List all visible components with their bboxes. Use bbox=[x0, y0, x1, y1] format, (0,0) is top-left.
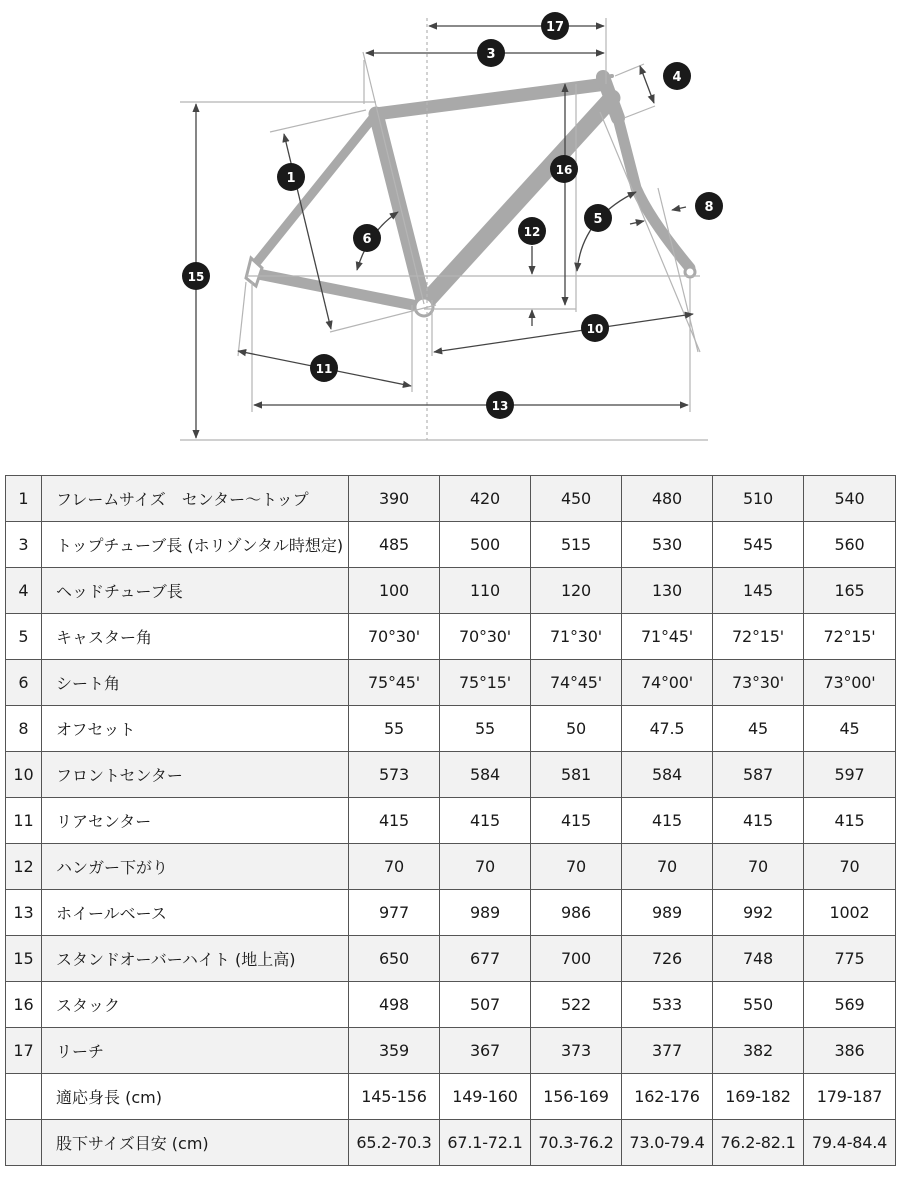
row-number: 5 bbox=[6, 614, 42, 660]
dim-10-arrow bbox=[434, 314, 693, 352]
size-value: 377 bbox=[622, 1028, 713, 1074]
marker-6 bbox=[353, 224, 381, 252]
size-value: 373 bbox=[531, 1028, 622, 1074]
size-value: 386 bbox=[804, 1028, 896, 1074]
row-number: 13 bbox=[6, 890, 42, 936]
size-value: 415 bbox=[713, 798, 804, 844]
size-value: 73.0-79.4 bbox=[622, 1120, 713, 1166]
size-value: 382 bbox=[713, 1028, 804, 1074]
size-value: 75°45' bbox=[349, 660, 440, 706]
size-value: 79.4-84.4 bbox=[804, 1120, 896, 1166]
svg-text:5: 5 bbox=[593, 212, 603, 227]
size-value: 522 bbox=[531, 982, 622, 1028]
size-value: 584 bbox=[622, 752, 713, 798]
row-number bbox=[6, 1074, 42, 1120]
table-row bbox=[6, 614, 896, 660]
size-value: 581 bbox=[531, 752, 622, 798]
dim-4-arrow bbox=[640, 66, 654, 103]
size-value: 70 bbox=[531, 844, 622, 890]
size-value: 70 bbox=[349, 844, 440, 890]
svg-text:13: 13 bbox=[491, 399, 509, 413]
table-row bbox=[6, 706, 896, 752]
table-row bbox=[6, 982, 896, 1028]
svg-text:11: 11 bbox=[315, 362, 333, 376]
size-value: 480 bbox=[622, 476, 713, 522]
dim-5-arc bbox=[577, 192, 636, 271]
row-label: トップチューブ長 (ホリゾンタル時想定) bbox=[42, 522, 349, 568]
size-value: 989 bbox=[440, 890, 531, 936]
marker-5 bbox=[584, 204, 612, 232]
size-value: 45 bbox=[713, 706, 804, 752]
size-value: 992 bbox=[713, 890, 804, 936]
size-value: 775 bbox=[804, 936, 896, 982]
size-value: 70°30' bbox=[349, 614, 440, 660]
size-value: 120 bbox=[531, 568, 622, 614]
row-label: ハンガー下がり bbox=[42, 844, 349, 890]
geometry-table bbox=[5, 475, 896, 1166]
size-value: 989 bbox=[622, 890, 713, 936]
marker-4 bbox=[663, 62, 691, 90]
marker-15 bbox=[182, 262, 210, 290]
row-number: 16 bbox=[6, 982, 42, 1028]
size-value: 367 bbox=[440, 1028, 531, 1074]
reference-lines bbox=[180, 18, 708, 440]
row-number: 8 bbox=[6, 706, 42, 752]
table-row bbox=[6, 1120, 896, 1166]
size-value: 650 bbox=[349, 936, 440, 982]
marker-10 bbox=[581, 314, 609, 342]
table-row bbox=[6, 752, 896, 798]
marker-11 bbox=[310, 354, 338, 382]
marker-16 bbox=[550, 155, 578, 183]
row-label: スタンドオーバーハイト (地上高) bbox=[42, 936, 349, 982]
svg-text:3: 3 bbox=[486, 47, 496, 62]
svg-text:8: 8 bbox=[704, 200, 714, 215]
table-row bbox=[6, 1074, 896, 1120]
size-value: 560 bbox=[804, 522, 896, 568]
row-number: 6 bbox=[6, 660, 42, 706]
row-label: オフセット bbox=[42, 706, 349, 752]
svg-text:4: 4 bbox=[672, 70, 682, 85]
size-value: 67.1-72.1 bbox=[440, 1120, 531, 1166]
row-label: ホイールベース bbox=[42, 890, 349, 936]
size-value: 50 bbox=[531, 706, 622, 752]
top-tube bbox=[376, 84, 606, 114]
size-value: 533 bbox=[622, 982, 713, 1028]
size-value: 145-156 bbox=[349, 1074, 440, 1120]
size-value: 1002 bbox=[804, 890, 896, 936]
dimension-arrows bbox=[196, 26, 693, 438]
size-value: 977 bbox=[349, 890, 440, 936]
table-row bbox=[6, 936, 896, 982]
size-value: 47.5 bbox=[622, 706, 713, 752]
frame-geometry-diagram bbox=[0, 0, 900, 470]
row-label: 適応身長 (cm) bbox=[42, 1074, 349, 1120]
svg-text:6: 6 bbox=[362, 232, 372, 247]
size-value: 55 bbox=[349, 706, 440, 752]
marker-13 bbox=[486, 391, 514, 419]
size-value: 510 bbox=[713, 476, 804, 522]
row-label: 股下サイズ目安 (cm) bbox=[42, 1120, 349, 1166]
size-value: 573 bbox=[349, 752, 440, 798]
row-number: 11 bbox=[6, 798, 42, 844]
size-value: 70.3-76.2 bbox=[531, 1120, 622, 1166]
row-label: シート角 bbox=[42, 660, 349, 706]
size-value: 162-176 bbox=[622, 1074, 713, 1120]
size-value: 986 bbox=[531, 890, 622, 936]
headset-cap bbox=[598, 76, 612, 78]
size-value: 677 bbox=[440, 936, 531, 982]
down-tube bbox=[424, 98, 612, 304]
size-value: 597 bbox=[804, 752, 896, 798]
size-value: 71°45' bbox=[622, 614, 713, 660]
size-value: 73°00' bbox=[804, 660, 896, 706]
size-value: 74°45' bbox=[531, 660, 622, 706]
size-value: 72°15' bbox=[713, 614, 804, 660]
size-value: 74°00' bbox=[622, 660, 713, 706]
geometry-table-body bbox=[6, 476, 896, 1166]
size-value: 420 bbox=[440, 476, 531, 522]
table-row bbox=[6, 1028, 896, 1074]
size-value: 55 bbox=[440, 706, 531, 752]
size-value: 545 bbox=[713, 522, 804, 568]
svg-text:12: 12 bbox=[523, 225, 541, 239]
size-value: 110 bbox=[440, 568, 531, 614]
row-number: 1 bbox=[6, 476, 42, 522]
size-value: 145 bbox=[713, 568, 804, 614]
size-value: 748 bbox=[713, 936, 804, 982]
size-value: 130 bbox=[622, 568, 713, 614]
table-row bbox=[6, 660, 896, 706]
row-label: フロントセンター bbox=[42, 752, 349, 798]
marker-17 bbox=[541, 12, 569, 40]
size-value: 149-160 bbox=[440, 1074, 531, 1120]
row-label: キャスター角 bbox=[42, 614, 349, 660]
size-value: 70 bbox=[713, 844, 804, 890]
size-value: 415 bbox=[531, 798, 622, 844]
row-label: フレームサイズ センター～トップ bbox=[42, 476, 349, 522]
size-value: 72°15' bbox=[804, 614, 896, 660]
size-value: 75°15' bbox=[440, 660, 531, 706]
size-value: 73°30' bbox=[713, 660, 804, 706]
chain-stay bbox=[253, 273, 423, 307]
row-number: 3 bbox=[6, 522, 42, 568]
svg-text:10: 10 bbox=[586, 322, 604, 336]
size-value: 515 bbox=[531, 522, 622, 568]
size-value: 450 bbox=[531, 476, 622, 522]
size-value: 359 bbox=[349, 1028, 440, 1074]
table-row bbox=[6, 798, 896, 844]
size-value: 415 bbox=[622, 798, 713, 844]
marker-12 bbox=[518, 217, 546, 245]
size-value: 587 bbox=[713, 752, 804, 798]
row-number: 4 bbox=[6, 568, 42, 614]
size-value: 169-182 bbox=[713, 1074, 804, 1120]
dim-8-arrow-b bbox=[630, 221, 644, 224]
size-value: 507 bbox=[440, 982, 531, 1028]
size-value: 584 bbox=[440, 752, 531, 798]
size-value: 726 bbox=[622, 936, 713, 982]
row-number: 10 bbox=[6, 752, 42, 798]
size-value: 530 bbox=[622, 522, 713, 568]
row-number: 17 bbox=[6, 1028, 42, 1074]
size-value: 390 bbox=[349, 476, 440, 522]
size-value: 415 bbox=[440, 798, 531, 844]
marker-3 bbox=[477, 39, 505, 67]
row-label: スタック bbox=[42, 982, 349, 1028]
row-label: ヘッドチューブ長 bbox=[42, 568, 349, 614]
size-value: 498 bbox=[349, 982, 440, 1028]
size-value: 415 bbox=[349, 798, 440, 844]
row-number bbox=[6, 1120, 42, 1166]
size-value: 179-187 bbox=[804, 1074, 896, 1120]
size-value: 45 bbox=[804, 706, 896, 752]
size-value: 485 bbox=[349, 522, 440, 568]
table-row bbox=[6, 522, 896, 568]
size-value: 500 bbox=[440, 522, 531, 568]
bike-frame bbox=[253, 76, 690, 307]
table-row bbox=[6, 568, 896, 614]
svg-text:17: 17 bbox=[545, 20, 565, 35]
size-value: 71°30' bbox=[531, 614, 622, 660]
marker-1 bbox=[277, 163, 305, 191]
marker-8 bbox=[695, 192, 723, 220]
size-value: 70 bbox=[440, 844, 531, 890]
row-label: リアセンター bbox=[42, 798, 349, 844]
svg-text:15: 15 bbox=[187, 270, 205, 284]
size-value: 165 bbox=[804, 568, 896, 614]
row-number: 15 bbox=[6, 936, 42, 982]
size-value: 415 bbox=[804, 798, 896, 844]
svg-text:16: 16 bbox=[555, 163, 573, 177]
size-value: 540 bbox=[804, 476, 896, 522]
size-value: 65.2-70.3 bbox=[349, 1120, 440, 1166]
size-value: 76.2-82.1 bbox=[713, 1120, 804, 1166]
table-row bbox=[6, 844, 896, 890]
size-value: 70 bbox=[804, 844, 896, 890]
size-value: 569 bbox=[804, 982, 896, 1028]
svg-text:1: 1 bbox=[286, 171, 296, 186]
size-value: 100 bbox=[349, 568, 440, 614]
size-value: 550 bbox=[713, 982, 804, 1028]
row-label: リーチ bbox=[42, 1028, 349, 1074]
size-value: 70°30' bbox=[440, 614, 531, 660]
size-value: 700 bbox=[531, 936, 622, 982]
table-row bbox=[6, 890, 896, 936]
dim-8-arrow-a bbox=[672, 207, 686, 210]
size-value: 70 bbox=[622, 844, 713, 890]
size-value: 156-169 bbox=[531, 1074, 622, 1120]
row-number: 12 bbox=[6, 844, 42, 890]
table-row bbox=[6, 476, 896, 522]
